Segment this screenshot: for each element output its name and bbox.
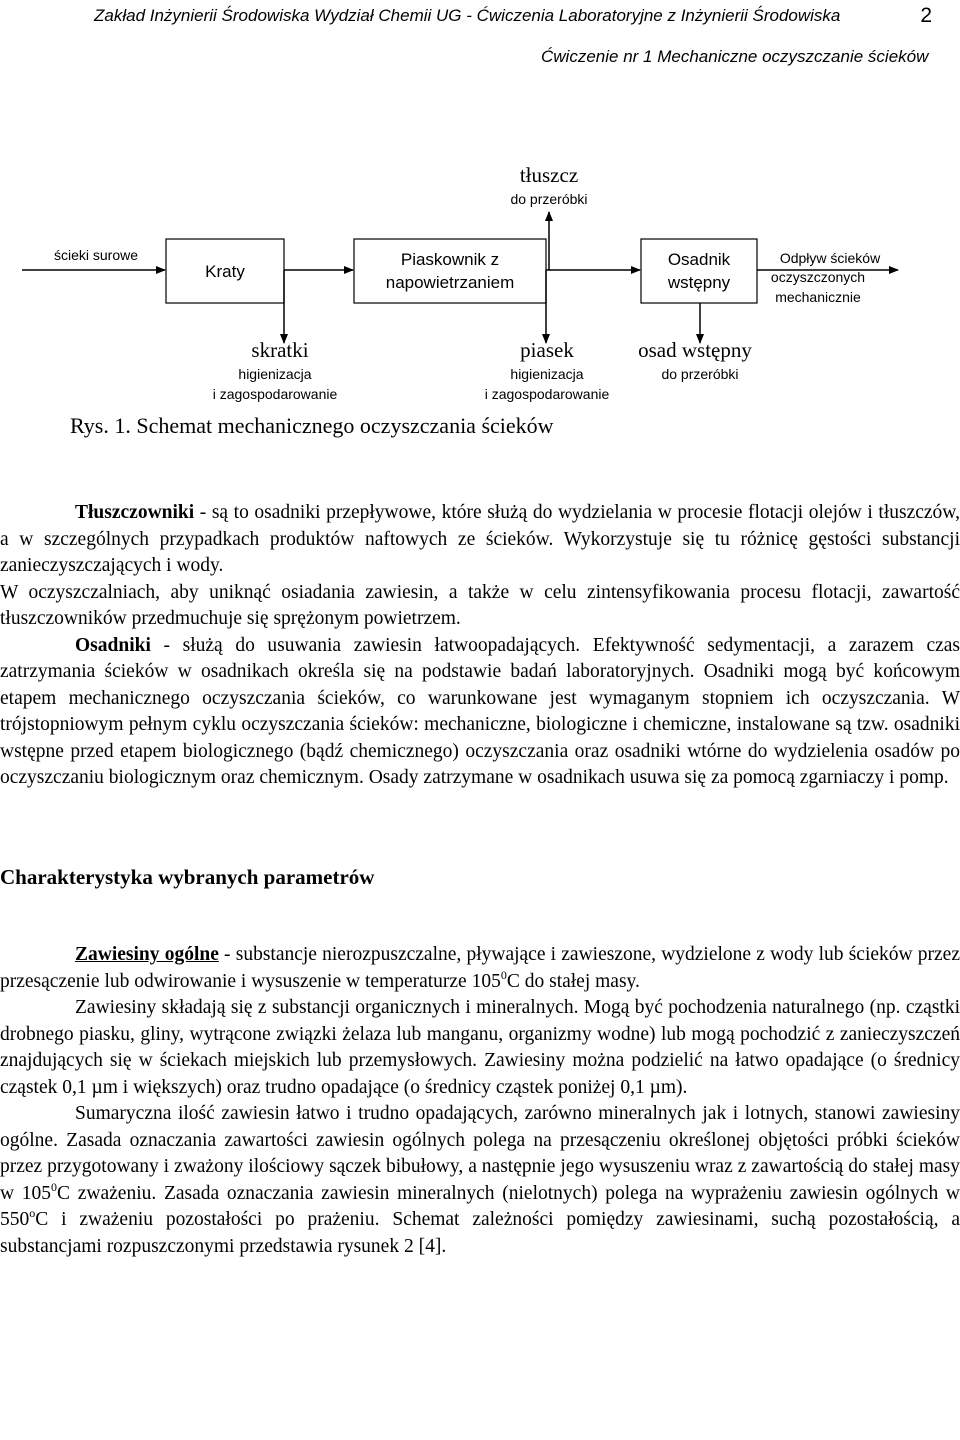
box-piaskownik [354,239,546,303]
term-osadniki: Osadniki [75,634,151,656]
paragraph-text: - są to osadniki przepływowe, które służą do wydzielania w procesie flotacji olejów i tłuszczów, a w szczególnych przypadkach produktów naftowych ze ścieków. Wykorzystuje się tu różnicę gęstości substancji zanieczyszczających i wody. [0,502,960,576]
flow-diagram [0,150,960,420]
paragraph-text: Sumaryczna ilość zawiesin łatwo i trudno opadających, zarówno mineralnych jak i lotnych, stanowi zawiesiny ogólne. Zasada oznaczania zawartości zawiesin ogólnych polega na przesączeniu określonej objętości próbki ścieków przez przygotowany i zważony ilościowy sączek bibułowy, a następnie jego wysuszeniu wraz z zawartością do stałej masy w 105 [0,1103,960,1204]
paragraph-flotation [0,580,960,633]
box-piaskownik-line1: Piaskownik z [400,250,500,269]
output-skratki-note2: i zagospodarowanie [212,386,338,402]
output-skratki-note1: higienizacja [238,366,312,382]
exercise-title: Ćwiczenie nr 1 Mechaniczne oczyszczanie ścieków [541,47,929,66]
box-osadnik-line1: Osadnik [667,250,731,269]
superscript: o [29,1206,36,1220]
paragraph-text: C do stałej masy. [506,970,640,992]
outflow-line3: mechanicznie [775,289,861,305]
paragraph-osadniki [0,633,960,792]
box-piaskownik-line2: napowietrzaniem [385,273,515,292]
paragraph-tluszczowniki [0,500,960,580]
box-osadnik [641,239,757,303]
output-fat-title: tłuszcz [519,163,579,187]
output-skratki-title: skratki [251,338,309,362]
paragraph-text: W oczyszczalniach, aby uniknąć osiadania zawiesin, a także w celu zintensyfikowania procesu flotacji, zawartość tłuszczowników przedmuchuje się sprężonym powietrzem. [0,581,960,629]
paragraph-text: C zważeniu. Zasada oznaczania zawiesin mineralnych (nielotnych) polega na wyprażeniu zawiesin ogólnych w 550 [0,1182,960,1230]
paragraph-text: Zawiesiny składają się z substancji organicznych i mineralnych. Mogą być pochodzenia naturalnego (np. cząstki drobnego piasku, gliny, wytrącone związki żelaza lub manganu, organizmy wodne) lub mogą pochodzić z zanieczyszczeń znajdujących się w ściekach miejskich lub przemysłowych. Zawiesiny można podzielić na łatwo opadające (o średnicy cząstek 0,1 µm i większych) oraz trudno opadające (o średnicy cząstek poniżej 0,1 µm). [0,997,960,1098]
paragraph-text: C i zważeniu pozostałości po prażeniu. Schemat zależności pomiędzy zawiesinami, suchą pozostałością, a substancjami rozpuszczonymi przedstawia rysunek 2 [4]. [0,1209,960,1257]
paragraph-text: - substancje nierozpuszczalne, pływające i zawieszone, wydzielone z wody lub ścieków przez przesączenie lub odwirowanie i wysuszenie w temperaturze 105 [0,944,960,992]
figure-caption: Rys. 1. Schemat mechanicznego oczyszczania ścieków [70,413,554,438]
output-piasek-note2: i zagospodarowanie [484,386,610,402]
output-osad-title: osad wstępny [638,338,752,362]
running-header: Zakład Inżynierii Środowiska Wydział Chemii UG - Ćwiczenia Laboratoryjne z Inżynierii Środowiska [94,6,841,25]
box-osadnik-line2: wstępny [667,273,731,292]
output-osad-note: do przeróbki [661,366,739,382]
paragraph-sklad-zawiesin [0,995,960,1101]
body-text [0,500,960,1260]
paragraph-text: - służą do usuwania zawiesin łatwoopadających. Efektywność sedymentacji, a zarazem czas zatrzymania ścieków w osadnikach określa się na podstawie badań laboratoryjnych. Osadniki mogą być końcowym etapem mechanicznego oczyszczania ścieków, co warunkowane jest wymaganym stopniem ich oczyszczania. W trójstopniowym pełnym cyklu oczyszczania ścieków: mechaniczne, biologiczne i chemiczne, instalowane są tzw. osadniki wstępne przed etapem biologicznego (bądź chemicznego) oczyszczania oraz osadniki wtórne do wydzielenia osadów po oczyszczaniu biologicznym oraz chemicznym. Osady zatrzymane w osadnikach usuwa się za pomocą zgarniaczy i pomp. [0,634,960,788]
box-kraty-label: Kraty [205,262,245,281]
page-number: 2 [920,4,932,27]
output-piasek-title: piasek [520,338,574,362]
term-zawiesiny-ogolne: Zawiesiny ogólne [75,944,219,965]
inflow-label: ścieki surowe [54,247,139,263]
section-title: Charakterystyka wybranych parametrów [0,864,375,889]
output-fat-note: do przeróbki [510,191,588,207]
paragraph-sumaryczna [0,1101,960,1260]
outflow-line2: oczyszczonych [770,269,866,285]
outflow-line1: Odpływ ścieków [779,250,881,266]
term-tluszczowniki: Tłuszczowniki [75,502,195,523]
paragraph-zawiesiny-ogolne [0,942,960,995]
superscript: 0 [51,1179,58,1194]
output-piasek-note1: higienizacja [510,366,584,382]
superscript: 0 [500,967,507,982]
